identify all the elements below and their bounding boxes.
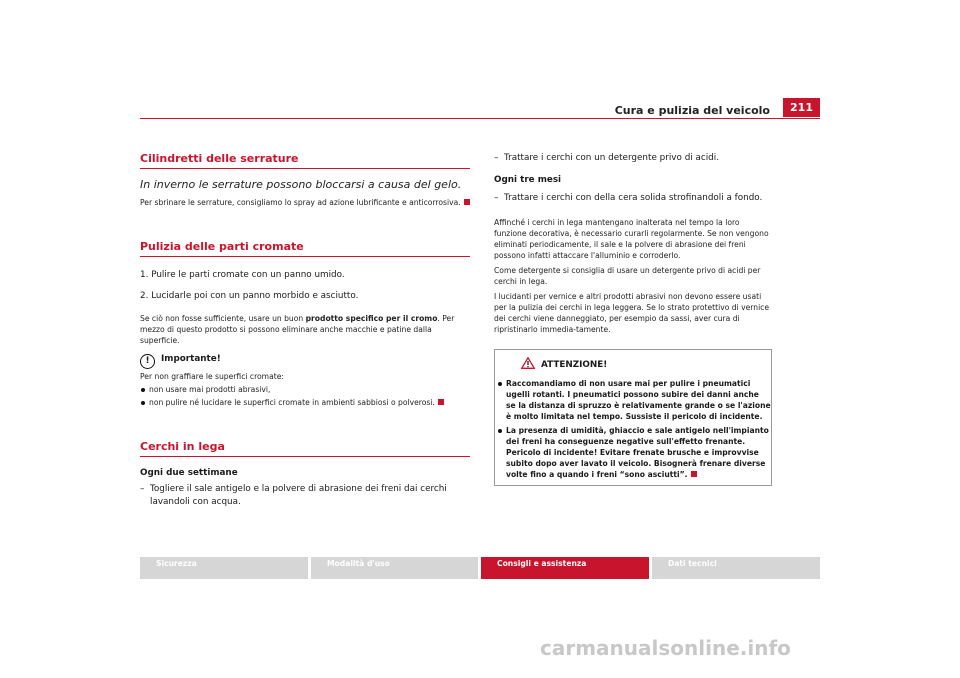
- exclamation-icon: !: [140, 354, 155, 369]
- subheading-due-settimane: Ogni due settimane: [140, 468, 238, 478]
- end-mark-icon: [464, 199, 470, 205]
- serrature-paragraph: [140, 197, 470, 208]
- serrature-text: Per sbrinare le serrature, consigliamo lo spray ad azione lubrificante e anticorrosiva.: [140, 198, 461, 207]
- important-heading: [140, 354, 470, 369]
- warning-triangle-icon: [521, 357, 535, 372]
- cromo-text-a: Se ciò non fosse sufficiente, usare un buon: [140, 314, 306, 323]
- footer-tab-sicurezza[interactable]: Sicurezza: [140, 557, 308, 579]
- section-title-serrature: Cilindretti delle serrature: [140, 152, 470, 169]
- warning-bullet-2-text: La presenza di umidità, ghiaccio e sale antigelo nell'impianto dei freni ha conseguenze negative sull'effetto frenante. Pericolo di incidente! Evitare frenate brusche e improvvise subito dopo aver lavato il veicolo. Bisognerà frenare diverse volte fino a quando i freni “sono asciutti”.: [506, 426, 769, 479]
- header-divider: [140, 118, 820, 119]
- footer-tab-modalita-uso[interactable]: Modalità d'uso: [311, 557, 478, 579]
- important-bullet-2-text: non pulire né lucidare le superfici cromate in ambienti sabbiosi o polverosi.: [149, 398, 435, 407]
- right-dash-1-text: Trattare i cerchi con un detergente privo di acidi.: [504, 153, 720, 163]
- warning-bullet-2: [497, 425, 771, 480]
- footer-tab-consigli-assistenza[interactable]: Consigli e assistenza: [481, 557, 649, 579]
- step-1: 1. Pulire le parti cromate con un panno umido.: [140, 270, 345, 280]
- warning-bullet-1: Raccomandiamo di non usare mai per pulire i pneumatici ugelli rotanti. I pneumatici possono subire dei danni anche se la distanza di spruzzo è relativamente grande o se l'azione è molto limitata nel tempo. Sussiste il pericolo di incidente.: [497, 378, 771, 422]
- dash-glyph: –: [494, 193, 499, 203]
- left-column: [140, 152, 470, 509]
- warning-box: [494, 349, 772, 486]
- section-subtitle: In inverno le serrature possono bloccarsi a causa del gelo.: [140, 178, 462, 191]
- right-column: [494, 152, 772, 486]
- running-header-title: Cura e pulizia del veicolo: [614, 104, 770, 117]
- right-paragraph-2: Come detergente si consiglia di usare un detergente privo di acidi per cerchi in lega.: [494, 266, 761, 286]
- section-title-cerchi: Cerchi in lega: [140, 440, 470, 457]
- right-dash-1: [494, 152, 772, 165]
- cerchi-dash-text: Togliere il sale antigelo e la polvere di abrasione dei freni dai cerchi lavandoli con acqua.: [150, 484, 447, 507]
- page-number: 211: [783, 98, 820, 117]
- warning-title: ATTENZIONE!: [541, 360, 608, 370]
- subheading-tre-mesi: Ogni tre mesi: [494, 175, 562, 185]
- important-title: Importante!: [161, 354, 221, 364]
- important-bullet-1: non usare mai prodotti abrasivi,: [140, 384, 470, 395]
- end-mark-icon: [438, 399, 444, 405]
- watermark-text: carmanualsonline.info: [540, 636, 791, 660]
- right-paragraph-1: Affinché i cerchi in lega mantengano inalterata nel tempo la loro funzione decorativa, è necessario curarli regolarmente. Se non vengono eliminati periodicamente, il sale e la polvere di abrasione dei freni possono infatti attaccare l'alluminio e corroderlo.: [494, 218, 769, 260]
- dash-glyph: –: [140, 484, 145, 494]
- important-intro: Per non graffiare le superfici cromate:: [140, 372, 284, 381]
- step-2: 2. Lucidarle poi con un panno morbido e asciutto.: [140, 291, 359, 301]
- right-paragraph-3: I lucidanti per vernice e altri prodotti abrasivi non devono essere usati per la pulizia dei cerchi in lega leggera. Se lo strato protettivo di vernice dei cerchi viene danneggiato, per esempio da sassi, aver cura di ripristinarlo immedia-tamente.: [494, 292, 770, 334]
- footer-tab-dati-tecnici[interactable]: Dati tecnici: [652, 557, 820, 579]
- right-dash-2-text: Trattare i cerchi con della cera solida strofinandoli a fondo.: [504, 193, 763, 203]
- end-mark-icon: [691, 471, 697, 477]
- cromo-text-b: . Per mezzo di questo prodotto si possono eliminare anche macchie e patine dalla superficie.: [140, 314, 455, 345]
- cromo-paragraph: [140, 313, 470, 346]
- warning-heading: [497, 355, 771, 370]
- cerchi-dash-item: [140, 483, 470, 509]
- dash-glyph: –: [494, 153, 499, 163]
- important-bullet-2: [140, 397, 470, 408]
- section-title-cromate: Pulizia delle parti cromate: [140, 240, 470, 257]
- cromo-text-bold: prodotto specifico per il cromo: [305, 314, 438, 323]
- right-dash-2: [494, 192, 772, 205]
